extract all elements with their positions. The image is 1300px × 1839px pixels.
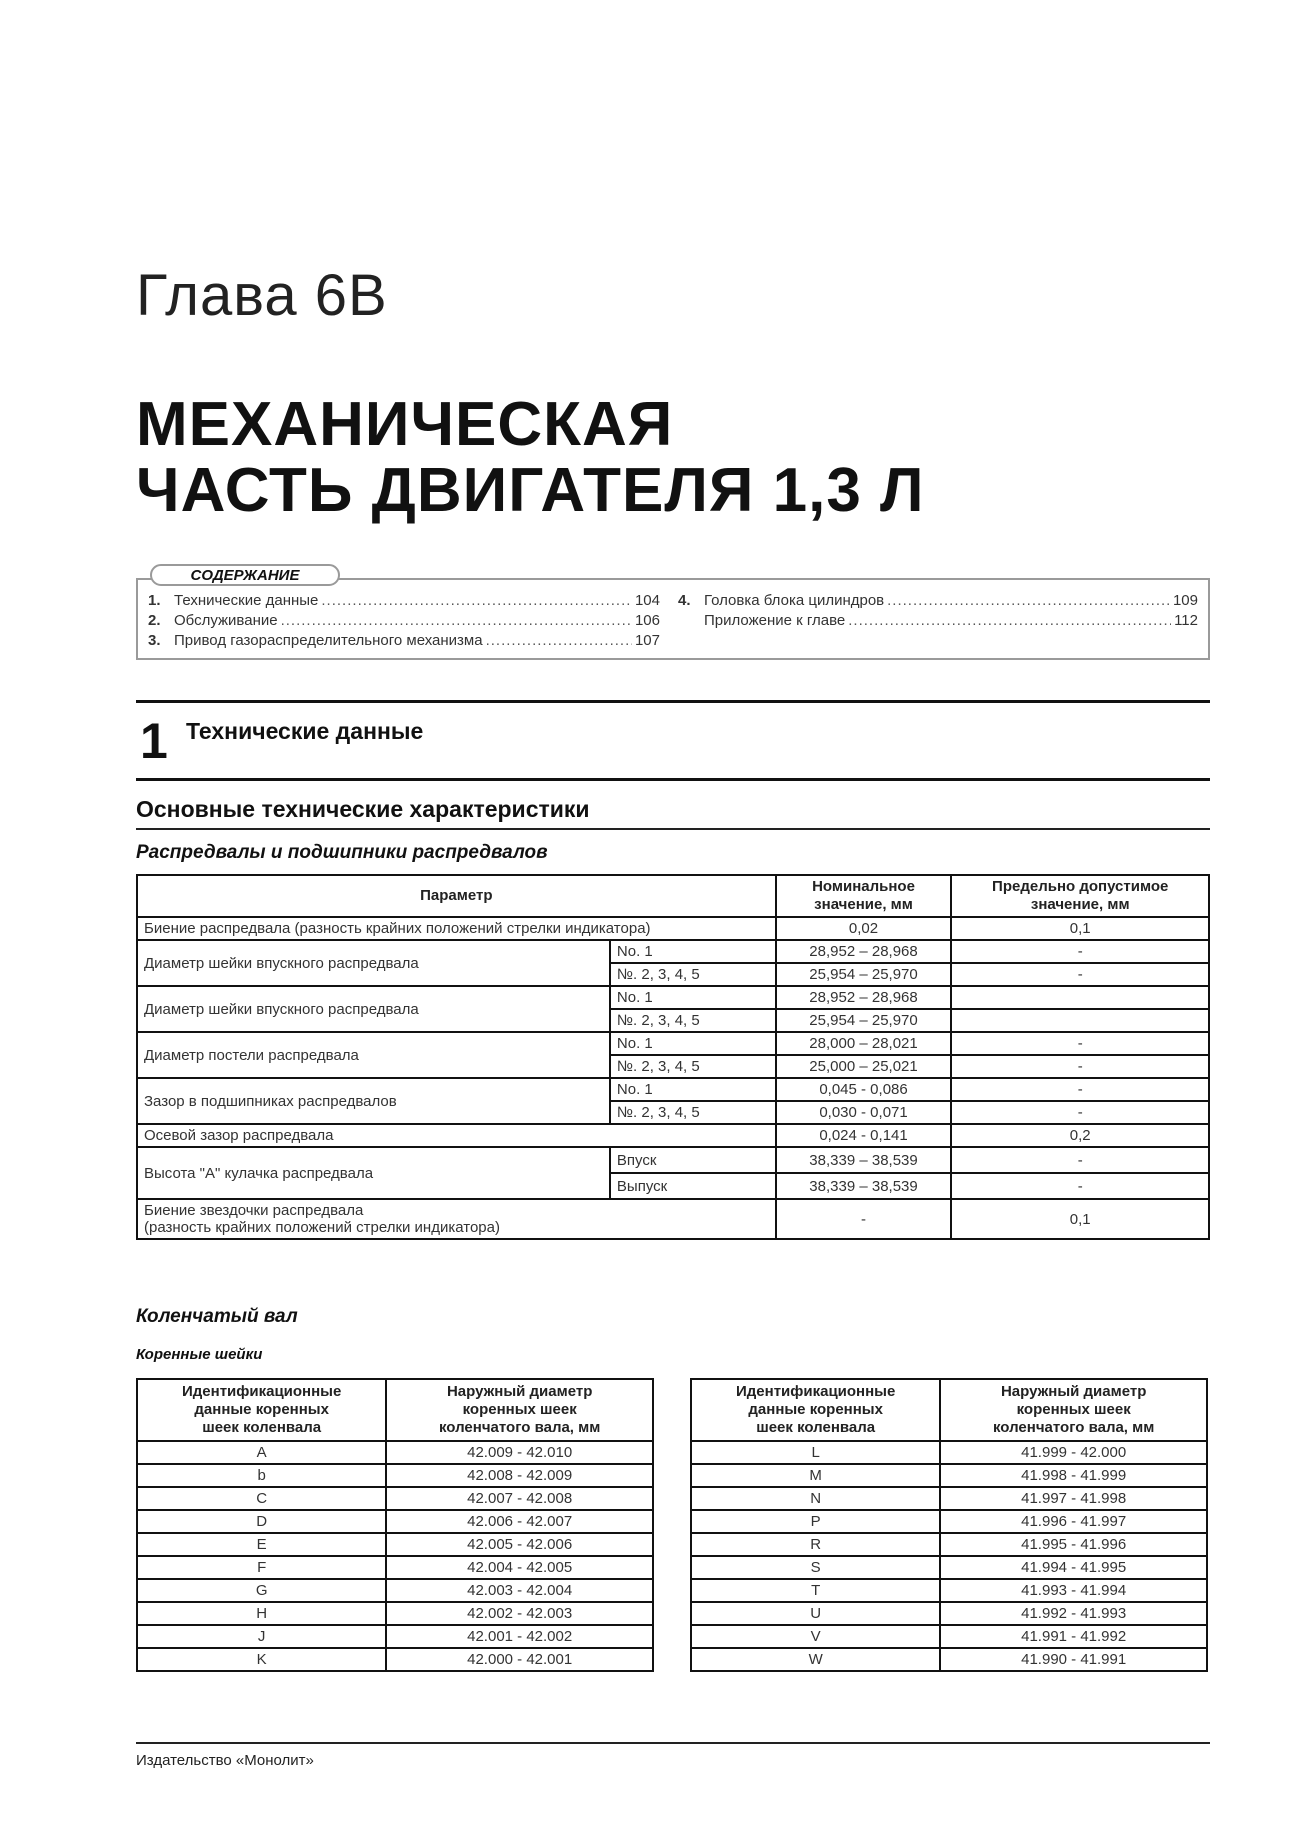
footer-rule xyxy=(136,1742,1210,1744)
cell-sub: No. 1 xyxy=(610,940,776,963)
cell-journal-id: T xyxy=(691,1579,940,1602)
table-row xyxy=(137,1533,653,1556)
section-rule-top xyxy=(136,700,1210,703)
header-nominal-line-2: значение, мм xyxy=(814,896,913,913)
cell-sub: No. 1 xyxy=(610,1032,776,1055)
header-journal-diameter-line-3: коленчатого вала, мм xyxy=(993,1419,1155,1436)
table-row xyxy=(691,1648,1207,1671)
header-journal-id-line-1: Идентификационные xyxy=(735,1383,896,1400)
table-row xyxy=(691,1487,1207,1510)
specs-heading-rule xyxy=(136,828,1210,830)
header-journal-id-line-2: данные коренных xyxy=(194,1401,329,1418)
table-row xyxy=(137,1124,1209,1147)
table-row xyxy=(137,1579,653,1602)
crankshaft-heading: Коленчатый вал xyxy=(136,1306,298,1327)
cell-limit xyxy=(951,986,1209,1009)
cell-sub: №. 2, 3, 4, 5 xyxy=(610,963,776,986)
table-row xyxy=(137,1510,653,1533)
cell-limit: 0,1 xyxy=(951,917,1209,940)
table-row xyxy=(137,1487,653,1510)
cell-journal-diameter: 42.003 - 42.004 xyxy=(386,1579,653,1602)
cell-limit: - xyxy=(951,1055,1209,1078)
toc-leader-dots xyxy=(321,592,632,609)
cell-param: Диаметр постели распредвала xyxy=(137,1032,610,1078)
header-journal-id xyxy=(137,1379,386,1441)
cell-nominal: 38,339 – 38,539 xyxy=(776,1147,952,1173)
cell-journal-diameter: 41.999 - 42.000 xyxy=(940,1441,1207,1464)
cell-limit: - xyxy=(951,963,1209,986)
cell-journal-diameter: 42.002 - 42.003 xyxy=(386,1602,653,1625)
table-row xyxy=(137,1032,1209,1055)
cell-param: Диаметр шейки впускного распредвала xyxy=(137,986,610,1032)
table-row xyxy=(137,1199,1209,1239)
chapter-label: Глава 6B xyxy=(136,263,388,328)
cell-journal-id: b xyxy=(137,1464,386,1487)
cell-journal-diameter: 41.992 - 41.993 xyxy=(940,1602,1207,1625)
cell-nominal: 25,954 – 25,970 xyxy=(776,1009,952,1032)
table-row xyxy=(137,986,1209,1009)
header-journal-id-line-2: данные коренных xyxy=(748,1401,883,1418)
toc-heading: СОДЕРЖАНИЕ xyxy=(150,564,340,586)
cell-journal-id: J xyxy=(137,1625,386,1648)
chapter-title-line-2: ЧАСТЬ ДВИГАТЕЛЯ 1,3 Л xyxy=(136,456,925,525)
header-journal-diameter-line-3: коленчатого вала, мм xyxy=(439,1419,601,1436)
header-limit-line-2: значение, мм xyxy=(1030,896,1130,913)
header-journal-id-line-1: Идентификационные xyxy=(181,1383,342,1400)
table-row xyxy=(691,1533,1207,1556)
cell-journal-id: D xyxy=(137,1510,386,1533)
main-journals-table-left xyxy=(136,1378,654,1672)
toc-leader-dots xyxy=(281,612,632,629)
cell-param: Высота "А" кулачка распредвала xyxy=(137,1147,610,1199)
header-journal-diameter xyxy=(940,1379,1207,1441)
cell-journal-id: K xyxy=(137,1648,386,1671)
cell-journal-diameter: 42.006 - 42.007 xyxy=(386,1510,653,1533)
camshaft-spec-table xyxy=(136,874,1210,1240)
chapter-title-line-1: МЕХАНИЧЕСКАЯ xyxy=(136,390,674,459)
table-row xyxy=(137,1648,653,1671)
cell-nominal: 25,954 – 25,970 xyxy=(776,963,952,986)
section-rule-bottom xyxy=(136,778,1210,781)
toc-item-text: Головка блока цилиндров xyxy=(704,592,885,609)
publisher-footer: Издательство «Монолит» xyxy=(136,1752,314,1769)
cell-journal-id: N xyxy=(691,1487,940,1510)
chapter-title xyxy=(136,392,925,524)
toc-item-text: Обслуживание xyxy=(174,612,278,629)
cell-nominal: - xyxy=(776,1199,952,1239)
cell-sub: Впуск xyxy=(610,1147,776,1173)
cell-journal-id: L xyxy=(691,1441,940,1464)
cell-limit: 0,1 xyxy=(951,1199,1209,1239)
cell-journal-id: W xyxy=(691,1648,940,1671)
toc-item[interactable] xyxy=(148,632,660,652)
table-row xyxy=(137,1464,653,1487)
header-nominal xyxy=(776,875,952,917)
cell-param xyxy=(137,1199,776,1239)
main-journals-table-right xyxy=(690,1378,1208,1672)
cell-nominal: 0,030 - 0,071 xyxy=(776,1101,952,1124)
header-journal-id-line-3: шеек коленвала xyxy=(202,1419,322,1436)
header-journal-diameter-line-2: коренных шеек xyxy=(1016,1401,1131,1418)
main-journals-heading: Коренные шейки xyxy=(136,1346,263,1363)
cell-limit: - xyxy=(951,1101,1209,1124)
camshaft-heading: Распредвалы и подшипники распредвалов xyxy=(136,842,548,863)
cell-sub: №. 2, 3, 4, 5 xyxy=(610,1101,776,1124)
table-row xyxy=(691,1602,1207,1625)
header-journal-diameter-line-2: коренных шеек xyxy=(462,1401,577,1418)
cell-journal-id: R xyxy=(691,1533,940,1556)
table-row xyxy=(137,1441,653,1464)
toc-item-number: 2. xyxy=(148,612,161,629)
cell-journal-diameter: 41.996 - 41.997 xyxy=(940,1510,1207,1533)
cell-journal-id: S xyxy=(691,1556,940,1579)
cell-limit: - xyxy=(951,1078,1209,1101)
cell-journal-diameter: 42.004 - 42.005 xyxy=(386,1556,653,1579)
toc-column-left xyxy=(148,592,660,652)
specs-heading: Основные технические характеристики xyxy=(136,796,590,822)
cell-nominal: 28,952 – 28,968 xyxy=(776,940,952,963)
toc-item-text: Привод газораспределительного механизма xyxy=(174,632,483,649)
toc-leader-dots xyxy=(848,612,1171,629)
table-row xyxy=(137,1147,1209,1173)
cell-journal-diameter: 41.997 - 41.998 xyxy=(940,1487,1207,1510)
cell-limit: - xyxy=(951,940,1209,963)
toc-item-page: 106 xyxy=(634,612,660,629)
toc-item-text: Приложение к главе xyxy=(704,612,846,629)
cell-journal-id: E xyxy=(137,1533,386,1556)
toc-item-number: 1. xyxy=(148,592,161,609)
table-row xyxy=(691,1464,1207,1487)
cell-nominal: 0,02 xyxy=(776,917,952,940)
section-title: Технические данные xyxy=(186,718,424,744)
toc-item-text: Технические данные xyxy=(174,592,319,609)
cell-journal-diameter: 42.009 - 42.010 xyxy=(386,1441,653,1464)
toc-item-page: 104 xyxy=(634,592,660,609)
table-row xyxy=(137,1556,653,1579)
table-header-row xyxy=(691,1379,1207,1441)
cell-journal-id: V xyxy=(691,1625,940,1648)
header-nominal-line-1: Номинальное xyxy=(812,878,915,895)
cell-nominal: 28,952 – 28,968 xyxy=(776,986,952,1009)
table-header-row xyxy=(137,1379,653,1441)
header-journal-diameter xyxy=(386,1379,653,1441)
header-limit xyxy=(951,875,1209,917)
cell-journal-diameter: 41.995 - 41.996 xyxy=(940,1533,1207,1556)
header-limit-line-1: Предельно допустимое xyxy=(992,878,1169,895)
cell-param-line-1: Биение звездочки распредвала xyxy=(144,1202,364,1219)
cell-journal-id: G xyxy=(137,1579,386,1602)
cell-journal-diameter: 42.005 - 42.006 xyxy=(386,1533,653,1556)
cell-limit xyxy=(951,1009,1209,1032)
toc-item[interactable] xyxy=(148,612,660,632)
table-row xyxy=(691,1579,1207,1602)
cell-param: Диаметр шейки впускного распредвала xyxy=(137,940,610,986)
header-journal-id-line-3: шеек коленвала xyxy=(756,1419,876,1436)
table-row xyxy=(691,1556,1207,1579)
cell-journal-diameter: 42.008 - 42.009 xyxy=(386,1464,653,1487)
cell-journal-diameter: 41.990 - 41.991 xyxy=(940,1648,1207,1671)
cell-param-line-2: (разность крайних положений стрелки индикатора) xyxy=(144,1219,500,1236)
table-row xyxy=(691,1625,1207,1648)
table-row xyxy=(137,940,1209,963)
header-journal-diameter-line-1: Наружный диаметр xyxy=(1000,1383,1147,1400)
cell-sub: No. 1 xyxy=(610,1078,776,1101)
cell-journal-diameter: 41.993 - 41.994 xyxy=(940,1579,1207,1602)
cell-journal-id: A xyxy=(137,1441,386,1464)
cell-param: Зазор в подшипниках распредвалов xyxy=(137,1078,610,1124)
cell-nominal: 25,000 – 25,021 xyxy=(776,1055,952,1078)
cell-param: Осевой зазор распредвала xyxy=(137,1124,776,1147)
table-row xyxy=(137,1602,653,1625)
section-number: 1 xyxy=(140,713,168,769)
header-journal-diameter-line-1: Наружный диаметр xyxy=(446,1383,593,1400)
toc-item[interactable] xyxy=(678,612,1198,632)
toc-column-right xyxy=(678,592,1198,632)
table-row xyxy=(691,1441,1207,1464)
cell-journal-diameter: 41.994 - 41.995 xyxy=(940,1556,1207,1579)
cell-journal-diameter: 41.998 - 41.999 xyxy=(940,1464,1207,1487)
toc-leader-dots xyxy=(486,632,632,649)
header-parameter: Параметр xyxy=(137,875,776,917)
table-row xyxy=(137,1625,653,1648)
table-of-contents xyxy=(136,578,1210,660)
cell-limit: - xyxy=(951,1173,1209,1199)
toc-item-page: 109 xyxy=(1172,592,1198,609)
cell-journal-id: C xyxy=(137,1487,386,1510)
table-row xyxy=(137,1078,1209,1101)
toc-item-page: 107 xyxy=(634,632,660,649)
toc-item-number: 4. xyxy=(678,592,691,609)
cell-sub: No. 1 xyxy=(610,986,776,1009)
toc-item-page: 112 xyxy=(1174,612,1198,629)
cell-journal-id: U xyxy=(691,1602,940,1625)
cell-journal-diameter: 42.007 - 42.008 xyxy=(386,1487,653,1510)
cell-journal-id: P xyxy=(691,1510,940,1533)
cell-nominal: 0,024 - 0,141 xyxy=(776,1124,952,1147)
header-journal-id xyxy=(691,1379,940,1441)
cell-limit: - xyxy=(951,1147,1209,1173)
cell-limit: 0,2 xyxy=(951,1124,1209,1147)
table-row xyxy=(137,917,1209,940)
toc-item-number: 3. xyxy=(148,632,161,649)
toc-item[interactable] xyxy=(678,592,1198,612)
table-header-row xyxy=(137,875,1209,917)
cell-sub: №. 2, 3, 4, 5 xyxy=(610,1055,776,1078)
cell-nominal: 0,045 - 0,086 xyxy=(776,1078,952,1101)
cell-nominal: 28,000 – 28,021 xyxy=(776,1032,952,1055)
cell-sub: Выпуск xyxy=(610,1173,776,1199)
cell-journal-id: F xyxy=(137,1556,386,1579)
cell-nominal: 38,339 – 38,539 xyxy=(776,1173,952,1199)
cell-journal-id: H xyxy=(137,1602,386,1625)
cell-sub: №. 2, 3, 4, 5 xyxy=(610,1009,776,1032)
table-row xyxy=(691,1510,1207,1533)
cell-journal-diameter: 42.000 - 42.001 xyxy=(386,1648,653,1671)
cell-limit: - xyxy=(951,1032,1209,1055)
cell-journal-diameter: 42.001 - 42.002 xyxy=(386,1625,653,1648)
cell-param: Биение распредвала (разность крайних положений стрелки индикатора) xyxy=(137,917,776,940)
cell-journal-diameter: 41.991 - 41.992 xyxy=(940,1625,1207,1648)
toc-item[interactable] xyxy=(148,592,660,612)
cell-journal-id: M xyxy=(691,1464,940,1487)
toc-leader-dots xyxy=(887,592,1170,609)
